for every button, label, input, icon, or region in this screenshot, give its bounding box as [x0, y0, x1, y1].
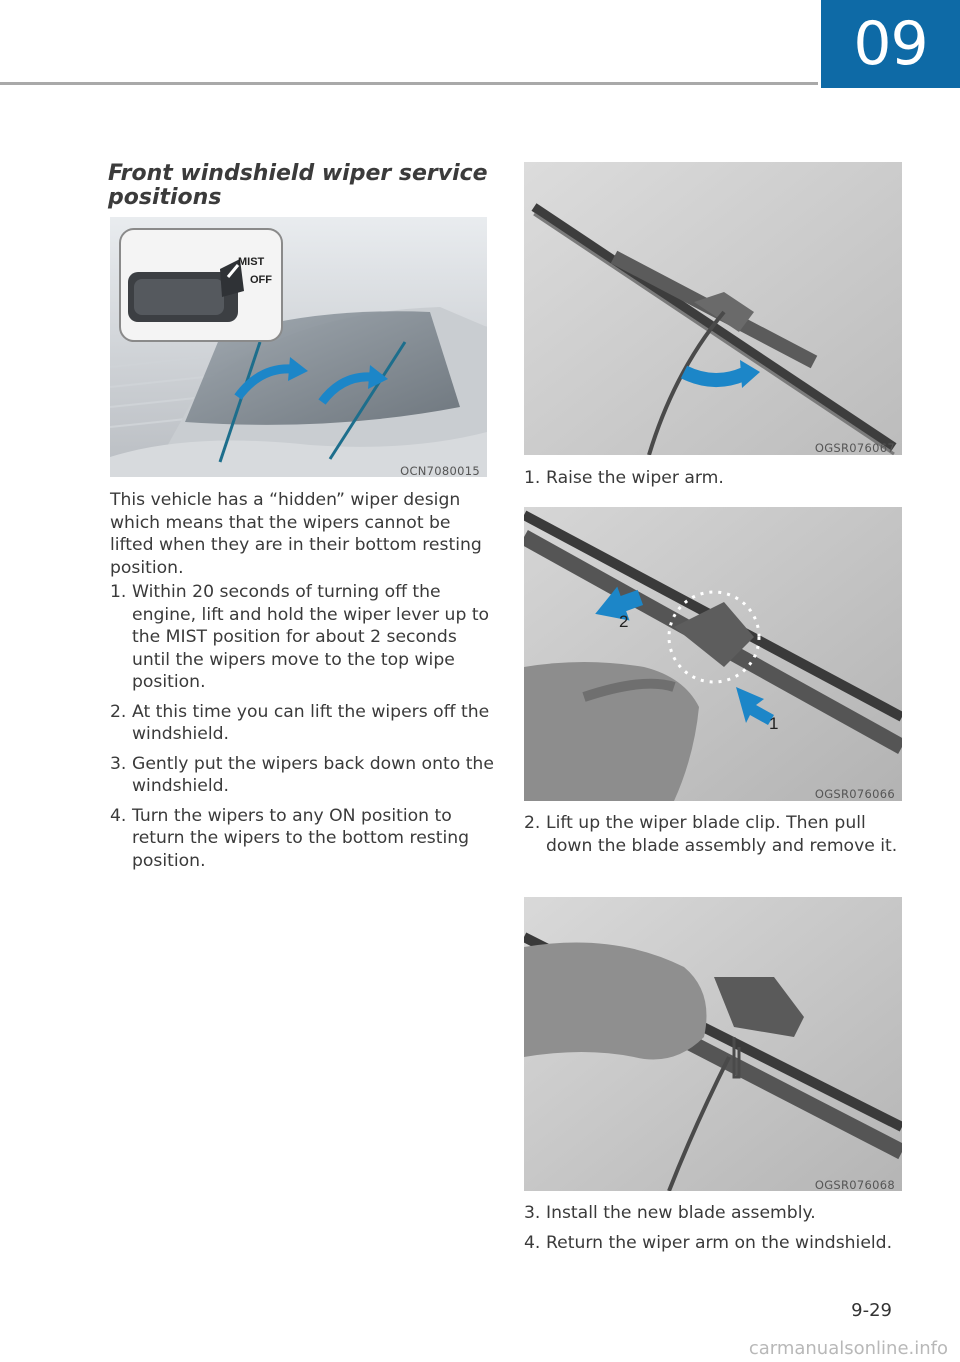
- callout-1: 1: [769, 714, 779, 733]
- step-number: 2.: [110, 701, 127, 722]
- figure-code: OCN7080015: [400, 464, 480, 478]
- step-number: 4.: [110, 805, 127, 826]
- step-number: 1.: [524, 468, 541, 488]
- list-item: [110, 701, 495, 746]
- off-label: OFF: [250, 274, 272, 286]
- list-item: [110, 805, 495, 873]
- intro-paragraph: This vehicle has a “hidden” wiper design which means that the wipers cannot be lifted when they are in their bottom resting position.: [110, 490, 482, 578]
- figure-code: OGSR076066: [814, 787, 895, 801]
- step-number: 2.: [524, 813, 541, 833]
- step-text: Raise the wiper arm.: [546, 468, 724, 488]
- list-item: [110, 581, 495, 694]
- step-number: 4.: [524, 1232, 541, 1253]
- figure-code: OGSR076067: [814, 441, 895, 455]
- figure-raise-wiper-arm: [524, 162, 902, 455]
- step-text: Return the wiper arm on the windshield.: [546, 1232, 893, 1253]
- figure-install-blade: [524, 897, 902, 1191]
- list-item: [524, 1232, 909, 1255]
- list-item: [524, 467, 909, 490]
- replace-steps-list: [524, 467, 909, 497]
- step-number: 1.: [110, 582, 127, 602]
- step-text: Within 20 seconds of turning off the engine, lift and hold the wiper lever up to the MIST position for about 2 seconds until the wipers move to the top wipe position.: [132, 582, 490, 692]
- wiper-arm-illustration: [524, 162, 902, 455]
- step-number: 3.: [524, 1203, 541, 1223]
- step-text: Turn the wipers to any ON position to return the wipers to the bottom resting position.: [132, 805, 470, 871]
- step-number: 3.: [110, 753, 127, 774]
- list-item: [524, 1202, 909, 1225]
- replace-steps-list: [524, 812, 909, 864]
- watermark: carmanualsonline.info: [748, 1338, 948, 1359]
- service-steps-list: [110, 581, 495, 879]
- step-text: At this time you can lift the wipers off the windshield.: [132, 701, 490, 744]
- step-text: Install the new blade assembly.: [546, 1203, 816, 1223]
- chapter-tab: 09: [821, 0, 960, 88]
- section-title: Front windshield wiper service positions: [108, 161, 488, 210]
- install-blade-illustration: [524, 897, 902, 1191]
- step-text: Gently put the wipers back down onto the windshield.: [132, 753, 494, 796]
- blade-clip-illustration: [524, 507, 902, 801]
- windshield-illustration: [110, 217, 487, 477]
- figure-windshield-wipers: [110, 217, 487, 477]
- list-item: [110, 753, 495, 798]
- callout-2: 2: [619, 612, 629, 631]
- figure-code: OGSR076068: [814, 1178, 895, 1192]
- header-rule: [0, 82, 818, 85]
- step-text: Lift up the wiper blade clip. Then pull down the blade assembly and remove it.: [546, 813, 898, 856]
- mist-label: MIST: [238, 256, 265, 268]
- figure-blade-clip: [524, 507, 902, 801]
- list-item: [524, 812, 909, 857]
- replace-steps-list: [524, 1202, 909, 1261]
- page-number: 9-29: [851, 1300, 892, 1321]
